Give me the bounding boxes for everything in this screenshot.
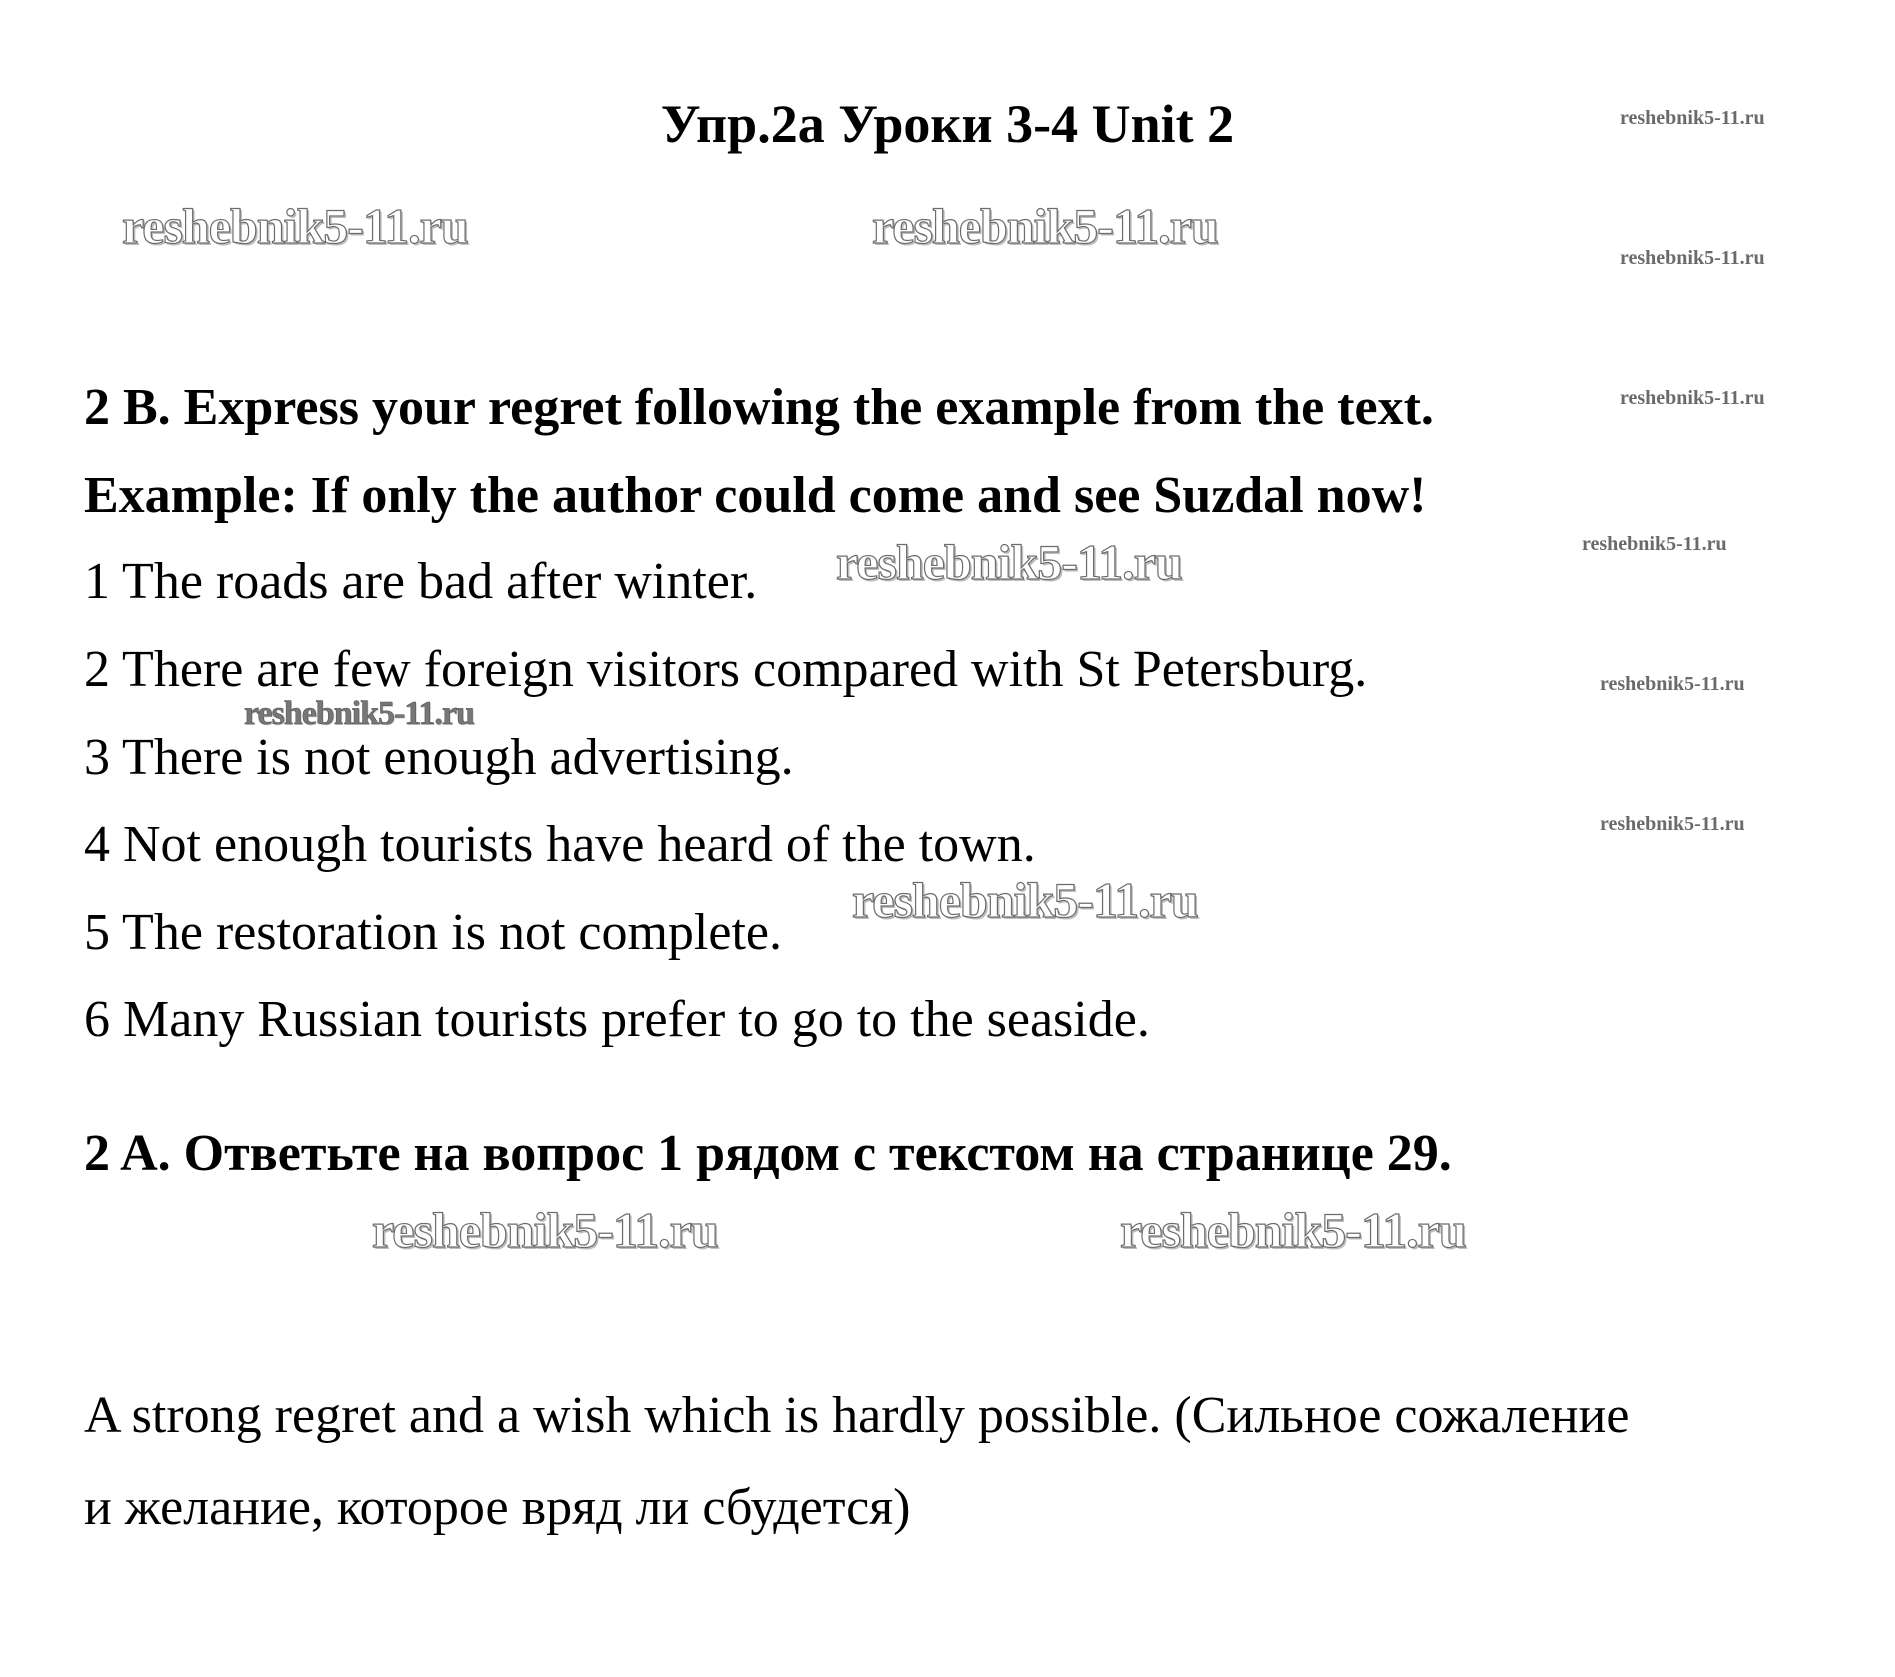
watermark: reshebnik5-11.ru: [1600, 813, 1745, 835]
watermark: reshebnik5-11.ru: [872, 198, 1218, 254]
watermark: reshebnik5-11.ru: [836, 534, 1182, 590]
answer-line: A strong regret and a wish which is hardly possible. (Сильное сожаление: [84, 1387, 1630, 1444]
watermark: reshebnik5-11.ru: [1120, 1202, 1466, 1258]
exercise-b-heading: 2 B. Express your regret following the example from the text.: [84, 379, 1434, 436]
exercise-b-example: Example: If only the author could come and see Suzdal now!: [84, 467, 1427, 524]
exercise-item: 3 There is not enough advertising.: [84, 729, 794, 786]
watermark: reshebnik5-11.ru: [1620, 107, 1765, 129]
watermark: reshebnik5-11.ru: [1620, 387, 1765, 409]
watermark: reshebnik5-11.ru: [1582, 533, 1727, 555]
watermark: reshebnik5-11.ru: [1600, 673, 1745, 695]
watermark: reshebnik5-11.ru: [1620, 247, 1765, 269]
exercise-item: 6 Many Russian tourists prefer to go to the seaside.: [84, 991, 1150, 1048]
watermark: reshebnik5-11.ru: [852, 872, 1198, 928]
exercise-a-heading: 2 A. Ответьте на вопрос 1 рядом с текстом на странице 29.: [84, 1125, 1452, 1182]
exercise-item: 2 There are few foreign visitors compared with St Petersburg.: [84, 641, 1368, 698]
exercise-item: 4 Not enough tourists have heard of the town.: [84, 816, 1036, 873]
answer-line: и желание, которое вряд ли сбудется): [84, 1479, 911, 1536]
watermark: reshebnik5-11.ru: [244, 695, 474, 732]
exercise-item: 1 The roads are bad after winter.: [84, 553, 758, 610]
watermark: reshebnik5-11.ru: [122, 198, 468, 254]
watermark: reshebnik5-11.ru: [372, 1202, 718, 1258]
page-title: Упр.2а Уроки 3-4 Unit 2: [660, 94, 1235, 154]
exercise-item: 5 The restoration is not complete.: [84, 904, 782, 961]
